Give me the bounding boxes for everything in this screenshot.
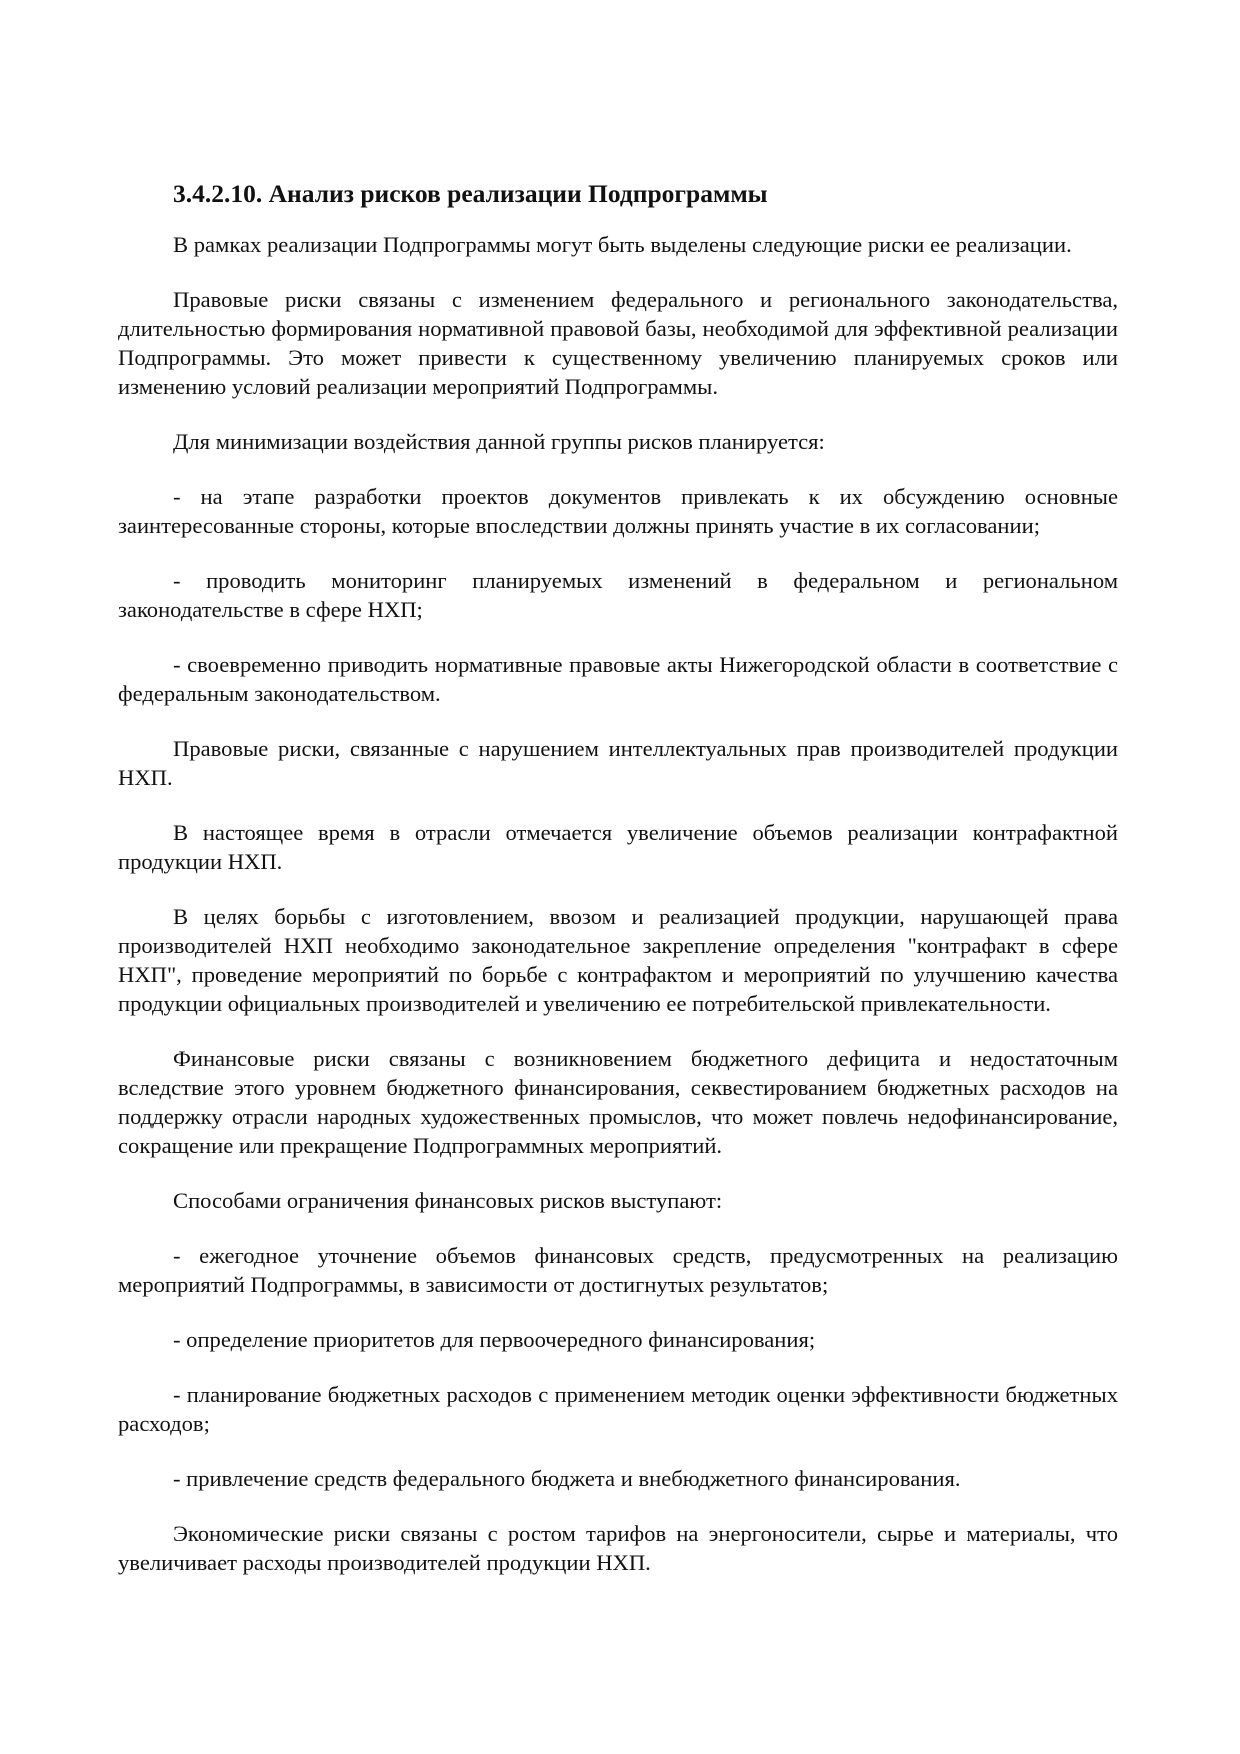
paragraph-intro: В рамках реализации Подпрограммы могут быть выделены следующие риски ее реализации. [173,232,1072,257]
paragraph-economic-risks: Экономические риски связаны с ростом тарифов на энергоносители, сырье и материалы, что увеличивает расходы производителей продукции НХП. [118,1521,1118,1575]
paragraph-counterfeit-measures: В целях борьбы с изготовлением, ввозом и реализацией продукции, нарушающей права производителей НХП необходимо законодательное закрепление определения "контрафакт в сфере НХП", проведение мероприятий по борьбе с контрафактом и мероприятий по улучшению качества продукции официальных производителей и увеличению ее потребительской привлекательности. [118,904,1118,1016]
list-item-funding-sources: - привлечение средств федерального бюджета и внебюджетного финансирования. [173,1466,961,1491]
paragraph-financial-methods: Способами ограничения финансовых рисков выступают: [173,1188,723,1213]
paragraph-minimization-intro: Для минимизации воздействия данной группы рисков планируется: [173,429,825,454]
list-item-regulations: - своевременно приводить нормативные правовые акты Нижегородской области в соответствие с федеральным законодательством. [118,652,1118,706]
list-item-monitoring: - проводить мониторинг планируемых изменений в федеральном и региональном законодательстве в сфере НХП; [118,568,1118,622]
list-item-annual-review: - ежегодное уточнение объемов финансовых средств, предусмотренных на реализацию мероприятий Подпрограммы, в зависимости от достигнутых результатов; [118,1243,1118,1297]
section-heading: 3.4.2.10. Анализ рисков реализации Подпрограммы [173,179,768,208]
paragraph-financial-risks: Финансовые риски связаны с возникновением бюджетного дефицита и недостаточным вследствие этого уровнем бюджетного финансирования, секвестированием бюджетных расходов на поддержку отрасли народных художественных промыслов, что может повлечь недофинансирование, сокращение или прекращение Подпрограммных мероприятий. [118,1046,1118,1158]
list-item-priorities: - определение приоритетов для первоочередного финансирования; [173,1327,816,1352]
paragraph-ip-risks: Правовые риски, связанные с нарушением интеллектуальных прав производителей продукции НХП. [118,736,1118,790]
list-item-stakeholders: - на этапе разработки проектов документов привлекать к их обсуждению основные заинтересованные стороны, которые впоследствии должны принять участие в их согласовании; [118,484,1118,538]
paragraph-legal-risks: Правовые риски связаны с изменением федерального и регионального законодательства, длительностью формирования нормативной правовой базы, необходимой для эффективной реализации Подпрограммы. Это может привести к существенному увеличению планируемых сроков или изменению условий реализации мероприятий Подпрограммы. [118,287,1118,399]
list-item-budget-planning: - планирование бюджетных расходов с применением методик оценки эффективности бюджетных расходов; [118,1382,1118,1436]
paragraph-counterfeit: В настоящее время в отрасли отмечается увеличение объемов реализации контрафактной продукции НХП. [118,820,1118,874]
document-page [118,178,1118,1603]
